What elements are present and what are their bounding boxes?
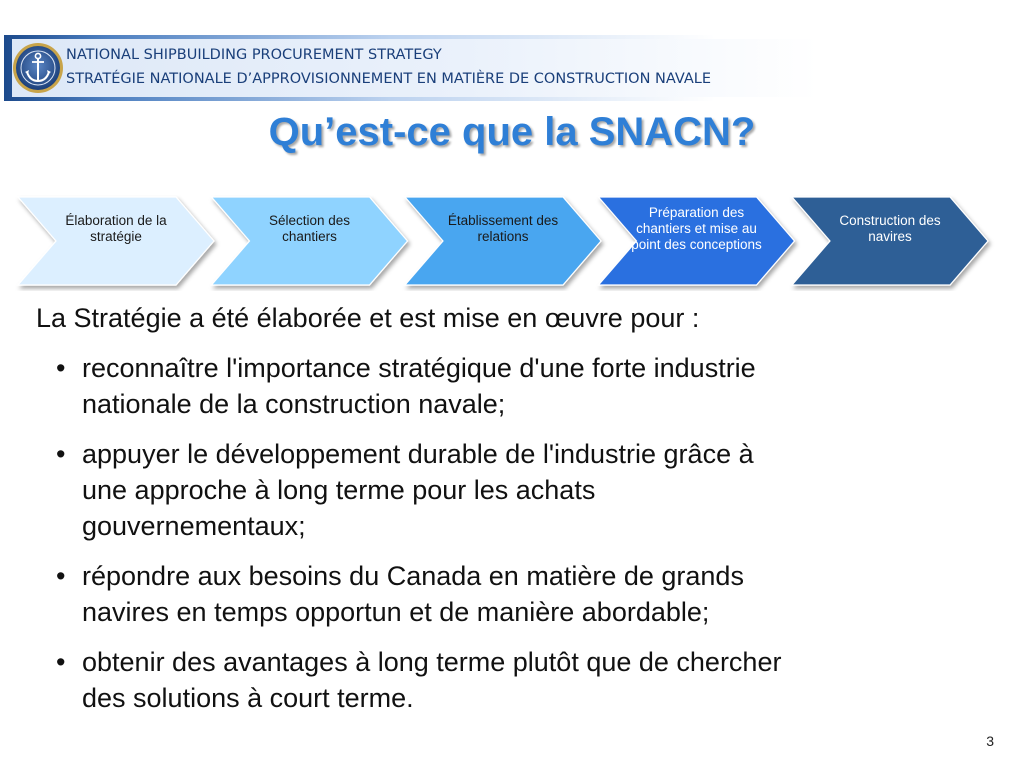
bullet-item xyxy=(56,350,986,422)
bullet-line: gouvernementaux; xyxy=(82,511,306,541)
header-title-french: STRATÉGIE NATIONALE D’APPROVISIONNEMENT EN MATIÈRE DE CONSTRUCTION NAVALE xyxy=(66,71,712,87)
bullet-list xyxy=(56,350,986,730)
process-step-label: Élaboration de la stratégie xyxy=(65,213,167,244)
bullet-item xyxy=(56,644,986,716)
slide-title: Qu’est-ce que la SNACN? xyxy=(268,110,756,154)
bullet-line: appuyer le développement durable de l'industrie grâce à xyxy=(82,439,754,469)
process-step-label: Construction des navires xyxy=(839,213,941,244)
bullet-dot-icon: • xyxy=(56,439,66,469)
header-banner xyxy=(4,35,1020,101)
process-step-label: Établissement des relations xyxy=(447,213,559,244)
intro-text: La Stratégie a été élaborée et est mise en œuvre pour : xyxy=(36,303,700,333)
bullet-line: nationale de la construction navale; xyxy=(82,389,506,419)
process-flow xyxy=(0,195,1024,291)
bullet-line: une approche à long terme pour les achats xyxy=(82,475,596,505)
bullet-dot-icon: • xyxy=(56,353,66,383)
bullet-dot-icon: • xyxy=(56,647,66,677)
header-title-english: NATIONAL SHIPBUILDING PROCUREMENT STRATEGY xyxy=(66,47,442,63)
bullet-dot-icon: • xyxy=(56,561,66,591)
process-step-label: Préparation des chantiers et mise au point des conceptions xyxy=(631,205,762,252)
bullet-item xyxy=(56,436,986,544)
bullet-line: des solutions à court terme. xyxy=(82,683,414,713)
bullet-item xyxy=(56,558,986,630)
bullet-line: navires en temps opportun et de manière abordable; xyxy=(82,597,710,627)
bullet-line: reconnaître l'importance stratégique d'une forte industrie xyxy=(82,353,756,383)
bullet-line: répondre aux besoins du Canada en matière de grands xyxy=(82,561,744,591)
process-step-label: Sélection des chantiers xyxy=(268,213,351,244)
bullet-line: obtenir des avantages à long terme plutôt que de chercher xyxy=(82,647,782,677)
anchor-emblem-icon xyxy=(12,39,68,97)
page-number: 3 xyxy=(986,733,994,749)
